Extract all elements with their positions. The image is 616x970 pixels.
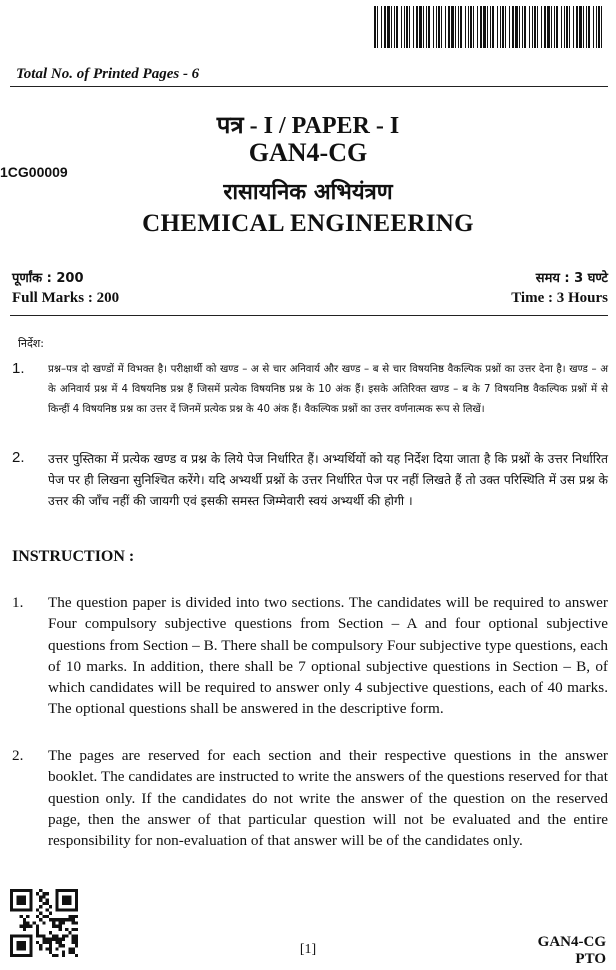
total-pages-note: Total No. of Printed Pages - 6 — [16, 66, 200, 82]
marks-row-hindi — [12, 268, 608, 286]
hindi-instructions-title: निर्देश: — [18, 337, 44, 350]
full-marks-hindi: पूर्णांक : 200 — [12, 271, 84, 286]
time-hindi: समय : 3 घण्टे — [535, 271, 608, 286]
hindi-instruction-text: प्रश्न–पत्र दो खण्डों में विभक्त है। परीक्षार्थी को खण्ड – अ से चार अनिवार्य और खण्ड – ब से चार विषयनिष्ठ वैकल्पिक प्रश्नों का उत्तर देना है। खण्ड – अ के अनिवार्य प्रश्न में 4 विषयनिष्ठ प्रश्न हैं जिसमें प्रत्येक विषयनिष्ठ प्रश्न के 10 अंक हैं। इसके अतिरिक्त खण्ड – ब के 7 विषयनिष्ठ वैकल्पिक प्रश्नों में से किन्हीं 4 विषयनिष्ठ प्रश्न का उत्तर दें जिनमें प्रत्येक प्रश्न के 40 अंक हैं। वैकल्पिक प्रश्नों का उत्तर वर्णनात्मक रूप से लिखें। — [48, 364, 608, 415]
english-instructions-title: INSTRUCTION : — [12, 548, 135, 565]
english-instruction-text: The pages are reserved for each section and their respective questions in the answer booklet. The candidates are instructed to write the answers of the questions reserved for that question only. If the candidates do not write the answer of the question on the reserved page, then the answer of that particular question will not be evaluated and the entire responsibility for non-evaluation of that answer will be of the candidates only. — [48, 747, 608, 850]
time-english: Time : 3 Hours — [511, 290, 608, 306]
marks-divider — [10, 315, 608, 316]
english-instruction-text: The question paper is divided into two sections. The candidates will be required to answer Four compulsory subjective questions from Section – A and four optional subjective questions from Section – B. There shall be compulsory Four subjective type questions, each of 10 marks. In addition, there shall be 7 optional subjective questions in Section – B, of which candidates will be required to answer only 4 subjective questions, each of 40 marks. The optional questions shall be answered in the descriptive form. — [48, 594, 608, 718]
page-number: [1] — [299, 942, 317, 957]
marks-row-english — [12, 290, 608, 307]
hindi-instruction-number: 2. — [12, 449, 25, 466]
english-instruction-number: 1. — [12, 594, 24, 611]
footer-pto: PTO — [575, 951, 606, 967]
hindi-instruction-number: 1. — [12, 360, 25, 377]
hindi-instruction-text: उत्तर पुस्तिका में प्रत्येक खण्ड व प्रश्न के लिये पेज निर्धारित हैं। अभ्यर्थियों को यह निर्देश दिया जाता है कि प्रश्नों के उत्तर निर्धारित पेज पर ही लिखना सुनिश्चित करेंगे। यदि अभ्यर्थी प्रश्नों के उत्तर निर्धारित पेज पर नहीं लिखते हैं तो उक्त परिस्थिति में उस प्रश्न के उत्तर की जाँच नहीं की जायगी एवं इसकी समस्त जिम्मेवारी स्वयं अभ्यर्थी की होगी । — [48, 452, 608, 508]
footer-code-block — [538, 934, 606, 968]
footer-paper-code: GAN4-CG — [537, 934, 606, 950]
paper-label: पत्र - I / PAPER - I — [216, 113, 400, 139]
header-divider — [10, 86, 608, 87]
subject-title-hindi: रासायनिक अभियंत्रण — [223, 180, 393, 205]
serial-number: 1CG00009 — [0, 164, 68, 180]
english-instruction-number: 2. — [12, 747, 24, 764]
barcode-icon — [372, 6, 608, 48]
paper-code: GAN4-CG — [248, 138, 368, 167]
full-marks-english: Full Marks : 200 — [12, 290, 120, 306]
subject-title-english: CHEMICAL ENGINEERING — [142, 210, 474, 237]
